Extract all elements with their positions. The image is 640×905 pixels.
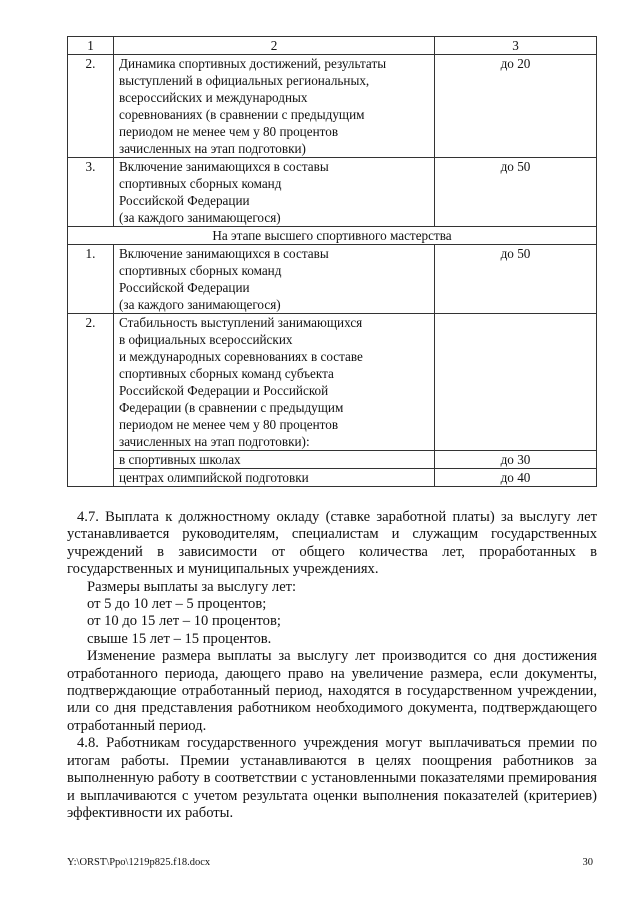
row-number: 2. xyxy=(68,55,114,158)
row-description xyxy=(114,314,435,451)
sub-row xyxy=(68,469,597,487)
paragraph-sizes-heading: Размеры выплаты за выслугу лет: xyxy=(87,578,297,595)
table-header-cell: 3 xyxy=(435,37,597,55)
description-line: спортивных сборных команд xyxy=(119,263,282,278)
paragraph-size-3: свыше 15 лет – 15 процентов. xyxy=(87,630,272,647)
table-header-cell: 1 xyxy=(68,37,114,55)
description-line: Российской Федерации и Российской xyxy=(119,383,329,398)
paragraph-size-2: от 10 до 15 лет – 10 процентов; xyxy=(87,613,281,630)
row-description xyxy=(114,158,435,227)
description-line: и международных соревнованиях в составе xyxy=(119,349,363,364)
row-value: до 50 xyxy=(435,158,597,227)
footer-page-number: 30 xyxy=(582,857,593,868)
description-line: соревнованиях (в сравнении с предыдущим xyxy=(119,107,365,122)
row-value: до 20 xyxy=(435,55,597,158)
body-text xyxy=(67,509,597,822)
row-description xyxy=(114,55,435,158)
criteria-table xyxy=(67,36,597,487)
table-row xyxy=(68,314,597,451)
sub-row-value: до 30 xyxy=(435,451,597,469)
section-title: На этапе высшего спортивного мастерства xyxy=(68,227,597,245)
paragraph-size-1: от 5 до 10 лет – 5 процентов; xyxy=(87,596,267,613)
description-line: Федерации (в сравнении с предыдущим xyxy=(119,400,344,415)
table-header-cell: 2 xyxy=(114,37,435,55)
description-line: спортивных сборных команд субъекта xyxy=(119,366,334,381)
description-line: зачисленных на этап подготовки) xyxy=(119,141,306,156)
row-value-empty xyxy=(435,314,597,451)
row-number: 2. xyxy=(68,314,114,487)
description-line: в официальных всероссийских xyxy=(119,332,293,347)
table-row xyxy=(68,158,597,227)
row-number: 1. xyxy=(68,245,114,314)
row-description xyxy=(114,245,435,314)
paragraph-change: Изменение размера выплаты за выслугу лет производится со дня достижения отработанного периода, дающего право на увеличение размера, если документы, подтверждающие отработанный период, находятся в государственном учреждении, или со дня представления работником необходимого документа, подтверждающего отработанный период. xyxy=(67,648,597,734)
description-line: Стабильность выступлений занимающихся xyxy=(119,315,363,330)
description-line: спортивных сборных команд xyxy=(119,176,282,191)
description-line: зачисленных на этап подготовки): xyxy=(119,434,310,449)
description-line: выступлений в официальных региональных, xyxy=(119,73,370,88)
description-line: Российской Федерации xyxy=(119,280,250,295)
section-row xyxy=(68,227,597,245)
row-value: до 50 xyxy=(435,245,597,314)
sub-row-label: в спортивных школах xyxy=(114,451,435,469)
table-header-row xyxy=(68,37,597,55)
description-line: (за каждого занимающегося) xyxy=(119,297,281,312)
description-line: Включение занимающихся в составы xyxy=(119,246,329,261)
sub-row-value: до 40 xyxy=(435,469,597,487)
paragraph-4-7: 4.7. Выплата к должностному окладу (ставке заработной платы) за выслугу лет устанавливается руководителям, специалистам и служащим государственных учреждений в зависимости от общего количества лет, проработанных в государственных и муниципальных учреждениях. xyxy=(67,509,597,578)
description-line: (за каждого занимающегося) xyxy=(119,210,281,225)
description-line: Динамика спортивных достижений, результаты xyxy=(119,56,387,71)
description-line: периодом не менее чем у 80 процентов xyxy=(119,417,339,432)
sub-row xyxy=(68,451,597,469)
description-line: Российской Федерации xyxy=(119,193,250,208)
description-line: всероссийских и международных xyxy=(119,90,308,105)
description-line: Включение занимающихся в составы xyxy=(119,159,329,174)
sub-row-label: центрах олимпийской подготовки xyxy=(114,469,435,487)
table-row xyxy=(68,55,597,158)
footer-file-path: Y:\ORST\Ppo\1219p825.f18.docx xyxy=(67,857,211,868)
table-row xyxy=(68,245,597,314)
row-number: 3. xyxy=(68,158,114,227)
paragraph-4-8: 4.8. Работникам государственного учреждения могут выплачиваться премии по итогам работы. Премии устанавливаются в целях поощрения работников за выполненную работу в соответствии с установленными показателями премирования и выплачиваются с учетом результата оценки выполнения показателей (критериев) эффективности их работы. xyxy=(67,735,597,821)
description-line: периодом не менее чем у 80 процентов xyxy=(119,124,339,139)
